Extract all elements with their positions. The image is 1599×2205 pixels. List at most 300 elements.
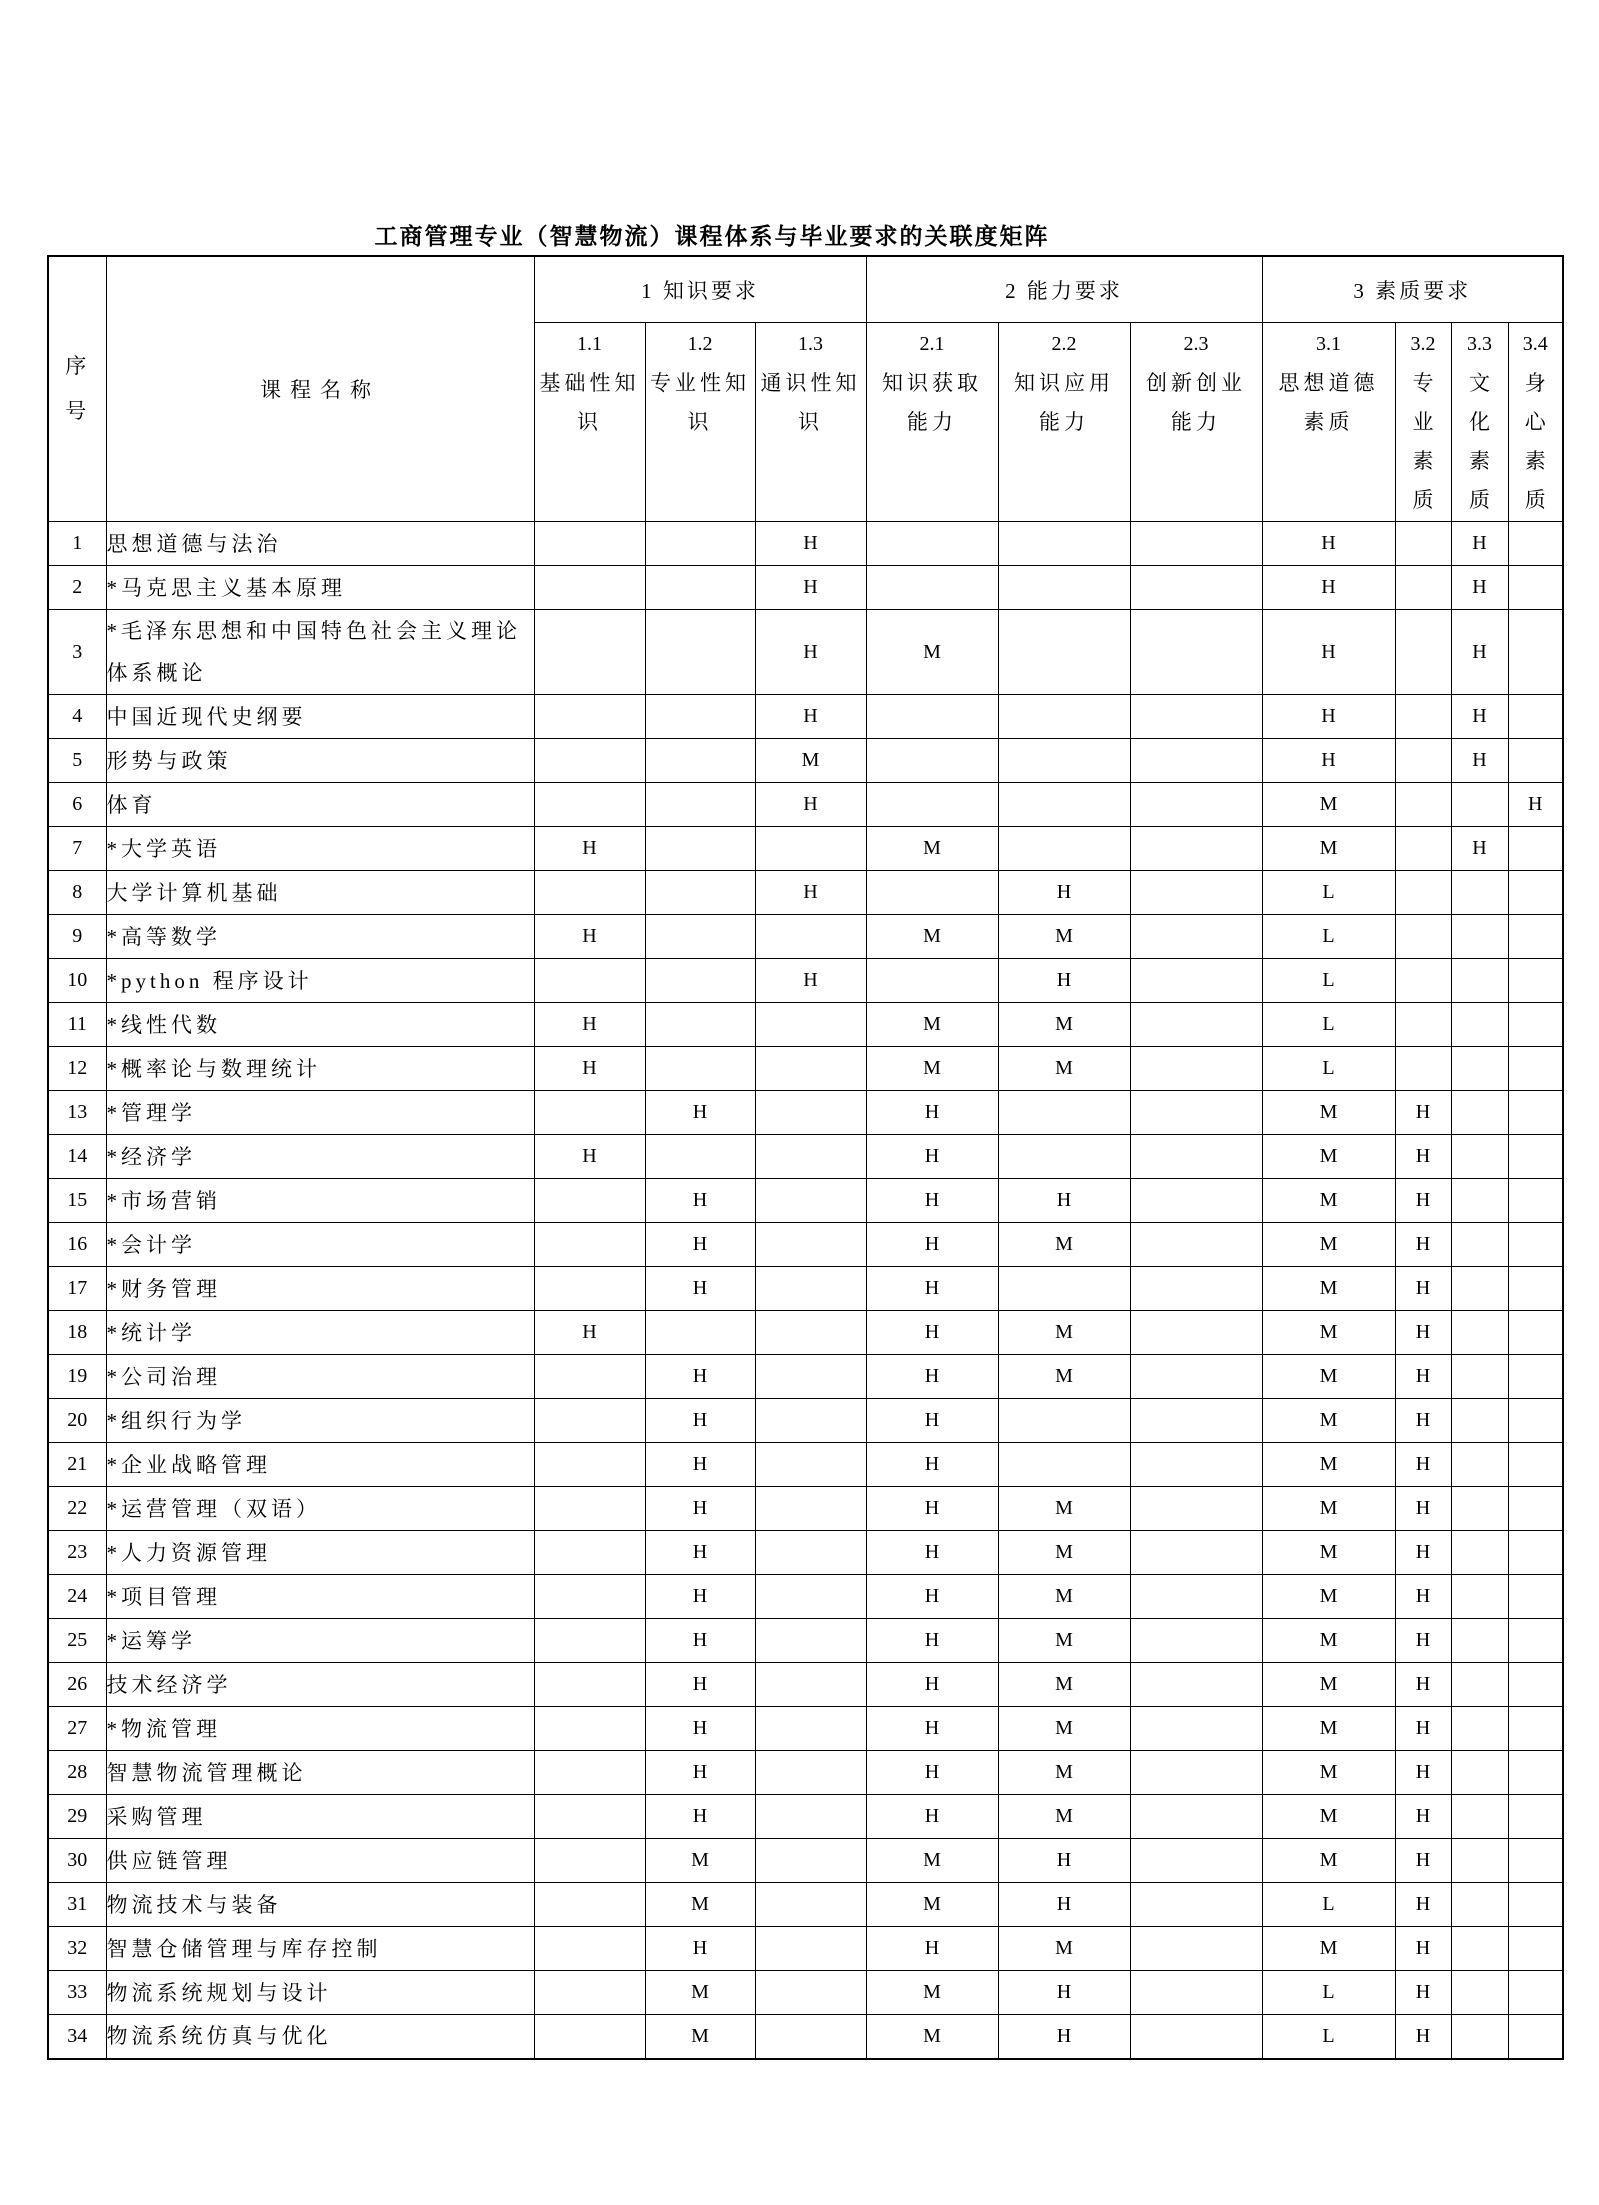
matrix-cell: M xyxy=(866,1971,998,2015)
matrix-cell xyxy=(1130,1883,1262,1927)
matrix-cell xyxy=(1130,1179,1262,1223)
course-name: *毛泽东思想和中国特色社会主义理论体系概论 xyxy=(106,610,534,695)
matrix-cell: H xyxy=(1395,1839,1451,1883)
course-name: 形势与政策 xyxy=(106,739,534,783)
matrix-cell xyxy=(755,1135,866,1179)
matrix-cell xyxy=(998,566,1130,610)
matrix-cell: M xyxy=(1262,827,1395,871)
row-number: 9 xyxy=(48,915,106,959)
matrix-cell: L xyxy=(1262,871,1395,915)
row-number: 6 xyxy=(48,783,106,827)
matrix-cell: M xyxy=(866,827,998,871)
matrix-cell xyxy=(1130,1575,1262,1619)
matrix-cell: H xyxy=(866,1267,998,1311)
matrix-cell: L xyxy=(1262,2015,1395,2059)
matrix-cell xyxy=(534,959,645,1003)
matrix-cell: H xyxy=(645,1179,755,1223)
matrix-cell: H xyxy=(1262,610,1395,695)
course-name: *运营管理（双语） xyxy=(106,1487,534,1531)
row-number: 5 xyxy=(48,739,106,783)
matrix-cell: M xyxy=(645,1883,755,1927)
col-header-1-1: 1.1 基础性知识 xyxy=(534,323,645,522)
matrix-cell xyxy=(1451,783,1508,827)
matrix-cell: H xyxy=(998,871,1130,915)
matrix-cell xyxy=(534,695,645,739)
matrix-cell xyxy=(1130,610,1262,695)
matrix-cell: M xyxy=(1262,1575,1395,1619)
course-name: *项目管理 xyxy=(106,1575,534,1619)
matrix-cell: L xyxy=(1262,915,1395,959)
matrix-cell: H xyxy=(866,1091,998,1135)
matrix-cell: M xyxy=(1262,1839,1395,1883)
matrix-cell xyxy=(1451,1707,1508,1751)
matrix-cell xyxy=(1130,1223,1262,1267)
matrix-cell xyxy=(1130,1531,1262,1575)
table-row xyxy=(48,1575,1563,1619)
matrix-cell: H xyxy=(866,1707,998,1751)
matrix-cell: M xyxy=(866,915,998,959)
row-number: 19 xyxy=(48,1355,106,1399)
matrix-cell xyxy=(1130,739,1262,783)
matrix-cell xyxy=(755,1487,866,1531)
matrix-cell: H xyxy=(645,1487,755,1531)
row-number: 8 xyxy=(48,871,106,915)
matrix-cell xyxy=(1451,1135,1508,1179)
table-row xyxy=(48,783,1563,827)
matrix-cell: H xyxy=(1262,739,1395,783)
table-row xyxy=(48,1135,1563,1179)
matrix-cell xyxy=(1130,1091,1262,1135)
matrix-cell xyxy=(1451,1443,1508,1487)
matrix-cell xyxy=(1395,1003,1451,1047)
matrix-cell xyxy=(755,1883,866,1927)
matrix-cell xyxy=(755,1003,866,1047)
matrix-cell: H xyxy=(866,1575,998,1619)
matrix-cell: H xyxy=(755,610,866,695)
matrix-cell xyxy=(645,695,755,739)
matrix-cell: H xyxy=(998,1883,1130,1927)
matrix-cell: M xyxy=(998,1927,1130,1971)
matrix-cell xyxy=(1130,1047,1262,1091)
matrix-cell xyxy=(1451,1839,1508,1883)
matrix-cell: M xyxy=(645,1839,755,1883)
matrix-cell: M xyxy=(866,1047,998,1091)
matrix-cell xyxy=(534,1355,645,1399)
matrix-cell: M xyxy=(998,1795,1130,1839)
table-row xyxy=(48,1047,1563,1091)
matrix-cell: H xyxy=(998,1839,1130,1883)
course-name: *组织行为学 xyxy=(106,1399,534,1443)
row-number: 26 xyxy=(48,1663,106,1707)
matrix-cell xyxy=(1508,522,1563,566)
matrix-cell: H xyxy=(1451,827,1508,871)
matrix-cell: H xyxy=(645,1663,755,1707)
course-name: *线性代数 xyxy=(106,1003,534,1047)
matrix-cell: H xyxy=(998,1179,1130,1223)
matrix-cell: M xyxy=(1262,1179,1395,1223)
matrix-cell xyxy=(998,1267,1130,1311)
matrix-cell xyxy=(1451,871,1508,915)
matrix-cell xyxy=(1130,1267,1262,1311)
matrix-cell: M xyxy=(1262,1311,1395,1355)
matrix-cell xyxy=(1508,1707,1563,1751)
row-number: 34 xyxy=(48,2015,106,2059)
matrix-cell xyxy=(645,739,755,783)
matrix-cell xyxy=(1451,1619,1508,1663)
course-name: *马克思主义基本原理 xyxy=(106,566,534,610)
col-header-2-3: 2.3 创新创业能力 xyxy=(1130,323,1262,522)
matrix-cell: H xyxy=(1395,1971,1451,2015)
matrix-cell xyxy=(1130,1663,1262,1707)
matrix-cell xyxy=(1508,1883,1563,1927)
row-number: 3 xyxy=(48,610,106,695)
table-row xyxy=(48,1707,1563,1751)
matrix-cell xyxy=(534,1091,645,1135)
matrix-cell: M xyxy=(998,1003,1130,1047)
row-number: 31 xyxy=(48,1883,106,1927)
matrix-cell xyxy=(755,1355,866,1399)
matrix-cell xyxy=(1395,783,1451,827)
table-row xyxy=(48,1927,1563,1971)
matrix-cell: M xyxy=(998,1311,1130,1355)
matrix-cell xyxy=(1451,1267,1508,1311)
matrix-cell xyxy=(866,695,998,739)
matrix-cell: M xyxy=(866,1883,998,1927)
course-name: *物流管理 xyxy=(106,1707,534,1751)
matrix-cell: M xyxy=(645,2015,755,2059)
matrix-cell xyxy=(1508,1003,1563,1047)
matrix-cell: H xyxy=(645,1619,755,1663)
matrix-cell: M xyxy=(998,1619,1130,1663)
row-number: 17 xyxy=(48,1267,106,1311)
table-row xyxy=(48,1839,1563,1883)
matrix-cell xyxy=(755,1179,866,1223)
matrix-cell: H xyxy=(534,827,645,871)
table-row xyxy=(48,1311,1563,1355)
matrix-cell xyxy=(1508,915,1563,959)
matrix-cell xyxy=(866,959,998,1003)
matrix-cell: M xyxy=(1262,1795,1395,1839)
course-name: *概率论与数理统计 xyxy=(106,1047,534,1091)
matrix-cell: H xyxy=(866,1663,998,1707)
matrix-cell: M xyxy=(998,1355,1130,1399)
matrix-cell xyxy=(1508,1839,1563,1883)
matrix-cell: M xyxy=(866,610,998,695)
row-number: 27 xyxy=(48,1707,106,1751)
matrix-cell xyxy=(1395,871,1451,915)
matrix-cell xyxy=(1130,695,1262,739)
col-header-3-4: 3.4 身心素质 xyxy=(1508,323,1563,522)
course-name: 采购管理 xyxy=(106,1795,534,1839)
matrix-cell xyxy=(755,915,866,959)
table-row xyxy=(48,566,1563,610)
matrix-cell: M xyxy=(998,1223,1130,1267)
matrix-cell xyxy=(534,522,645,566)
table-header xyxy=(48,256,1563,522)
matrix-cell xyxy=(534,1531,645,1575)
matrix-cell: H xyxy=(1395,1443,1451,1487)
matrix-cell: M xyxy=(1262,1927,1395,1971)
matrix-cell xyxy=(1130,871,1262,915)
table-row xyxy=(48,739,1563,783)
course-name: 体育 xyxy=(106,783,534,827)
matrix-cell xyxy=(1451,915,1508,959)
matrix-cell xyxy=(998,1091,1130,1135)
matrix-cell xyxy=(1508,1751,1563,1795)
matrix-cell xyxy=(866,783,998,827)
matrix-cell xyxy=(1508,1047,1563,1091)
table-row xyxy=(48,1443,1563,1487)
matrix-cell: H xyxy=(1451,739,1508,783)
col-header-3-2: 3.2 专业素质 xyxy=(1395,323,1451,522)
course-name: 智慧物流管理概论 xyxy=(106,1751,534,1795)
table-row xyxy=(48,522,1563,566)
matrix-cell xyxy=(755,1443,866,1487)
matrix-cell: H xyxy=(866,1311,998,1355)
matrix-cell: H xyxy=(866,1531,998,1575)
matrix-cell xyxy=(534,1575,645,1619)
matrix-cell xyxy=(1451,1047,1508,1091)
table-row xyxy=(48,1223,1563,1267)
matrix-cell xyxy=(534,739,645,783)
matrix-cell: M xyxy=(645,1971,755,2015)
matrix-cell xyxy=(755,1047,866,1091)
matrix-cell: H xyxy=(645,1223,755,1267)
matrix-cell xyxy=(998,1443,1130,1487)
matrix-cell xyxy=(1130,1443,1262,1487)
header-course-name: 课程名称 xyxy=(106,256,534,522)
matrix-cell xyxy=(1451,1883,1508,1927)
table-row xyxy=(48,1179,1563,1223)
matrix-cell xyxy=(645,827,755,871)
matrix-cell xyxy=(1130,1839,1262,1883)
matrix-cell xyxy=(1451,1487,1508,1531)
matrix-cell xyxy=(1508,1355,1563,1399)
matrix-cell: H xyxy=(1395,1311,1451,1355)
matrix-cell: H xyxy=(755,783,866,827)
matrix-cell xyxy=(1395,915,1451,959)
matrix-cell: H xyxy=(866,1179,998,1223)
matrix-cell xyxy=(1508,1267,1563,1311)
matrix-cell: H xyxy=(1395,1751,1451,1795)
matrix-cell: H xyxy=(755,695,866,739)
col-header-1-2: 1.2 专业性知识 xyxy=(645,323,755,522)
table-row xyxy=(48,1267,1563,1311)
table-row xyxy=(48,610,1563,695)
matrix-cell: M xyxy=(1262,1267,1395,1311)
course-name: *市场营销 xyxy=(106,1179,534,1223)
course-name: 物流系统规划与设计 xyxy=(106,1971,534,2015)
course-name: *python 程序设计 xyxy=(106,959,534,1003)
matrix-cell xyxy=(1130,1795,1262,1839)
table-row xyxy=(48,1091,1563,1135)
matrix-cell: H xyxy=(755,871,866,915)
matrix-cell xyxy=(755,1091,866,1135)
matrix-cell xyxy=(534,1751,645,1795)
matrix-cell xyxy=(1451,1399,1508,1443)
matrix-cell xyxy=(1130,566,1262,610)
matrix-cell xyxy=(1451,1179,1508,1223)
course-name: *大学英语 xyxy=(106,827,534,871)
matrix-cell xyxy=(866,566,998,610)
row-number: 15 xyxy=(48,1179,106,1223)
row-number: 18 xyxy=(48,1311,106,1355)
matrix-cell xyxy=(1130,2015,1262,2059)
matrix-cell xyxy=(755,1311,866,1355)
table-row xyxy=(48,871,1563,915)
matrix-cell: L xyxy=(1262,1047,1395,1091)
matrix-cell xyxy=(998,783,1130,827)
matrix-cell xyxy=(534,1663,645,1707)
matrix-cell: H xyxy=(1395,1619,1451,1663)
course-name: *运筹学 xyxy=(106,1619,534,1663)
row-number: 10 xyxy=(48,959,106,1003)
matrix-cell: H xyxy=(1395,1267,1451,1311)
row-number: 28 xyxy=(48,1751,106,1795)
course-name: *经济学 xyxy=(106,1135,534,1179)
matrix-cell: H xyxy=(645,1795,755,1839)
course-name: *高等数学 xyxy=(106,915,534,959)
table-row xyxy=(48,959,1563,1003)
matrix-cell xyxy=(534,1707,645,1751)
matrix-cell xyxy=(755,1399,866,1443)
group-header-knowledge: 1 知识要求 xyxy=(534,256,866,323)
course-name: 供应链管理 xyxy=(106,1839,534,1883)
table-row xyxy=(48,1883,1563,1927)
matrix-cell xyxy=(1508,1311,1563,1355)
matrix-cell: M xyxy=(1262,1091,1395,1135)
matrix-cell: H xyxy=(1395,1355,1451,1399)
matrix-cell: M xyxy=(1262,1751,1395,1795)
matrix-cell: L xyxy=(1262,1883,1395,1927)
row-number: 24 xyxy=(48,1575,106,1619)
row-number: 14 xyxy=(48,1135,106,1179)
matrix-cell xyxy=(998,827,1130,871)
matrix-cell xyxy=(1451,1355,1508,1399)
matrix-cell: H xyxy=(1262,566,1395,610)
matrix-cell: H xyxy=(1451,610,1508,695)
matrix-cell: M xyxy=(998,1751,1130,1795)
table-row xyxy=(48,2015,1563,2059)
matrix-cell xyxy=(1451,1091,1508,1135)
row-number: 2 xyxy=(48,566,106,610)
matrix-cell: H xyxy=(534,1135,645,1179)
matrix-cell xyxy=(534,1399,645,1443)
matrix-cell xyxy=(1508,1399,1563,1443)
matrix-cell xyxy=(1508,739,1563,783)
matrix-cell xyxy=(1130,783,1262,827)
matrix-cell xyxy=(1451,1927,1508,1971)
matrix-cell: H xyxy=(1395,1487,1451,1531)
matrix-cell xyxy=(1395,739,1451,783)
matrix-cell xyxy=(1395,1047,1451,1091)
matrix-cell: H xyxy=(1451,522,1508,566)
matrix-cell: H xyxy=(1395,1223,1451,1267)
course-name: 大学计算机基础 xyxy=(106,871,534,915)
course-name: 物流系统仿真与优化 xyxy=(106,2015,534,2059)
row-number: 22 xyxy=(48,1487,106,1531)
table-row xyxy=(48,1487,1563,1531)
course-name: 技术经济学 xyxy=(106,1663,534,1707)
matrix-cell: H xyxy=(645,1575,755,1619)
matrix-cell: H xyxy=(645,1707,755,1751)
table-row xyxy=(48,1399,1563,1443)
matrix-cell: H xyxy=(645,1399,755,1443)
course-name: *统计学 xyxy=(106,1311,534,1355)
matrix-cell: M xyxy=(998,1575,1130,1619)
matrix-cell xyxy=(1130,1619,1262,1663)
matrix-cell: M xyxy=(998,1487,1130,1531)
matrix-cell: M xyxy=(755,739,866,783)
matrix-cell: H xyxy=(534,1311,645,1355)
matrix-cell xyxy=(1395,566,1451,610)
matrix-cell xyxy=(1508,1663,1563,1707)
matrix-cell: H xyxy=(534,915,645,959)
matrix-cell xyxy=(1130,1971,1262,2015)
matrix-cell: L xyxy=(1262,959,1395,1003)
matrix-cell: M xyxy=(998,915,1130,959)
matrix-cell xyxy=(998,1135,1130,1179)
matrix-cell xyxy=(755,1663,866,1707)
matrix-cell: M xyxy=(998,1707,1130,1751)
matrix-cell xyxy=(1395,695,1451,739)
row-number: 20 xyxy=(48,1399,106,1443)
col-header-3-3: 3.3 文化素质 xyxy=(1451,323,1508,522)
matrix-cell xyxy=(1130,1707,1262,1751)
table-row xyxy=(48,695,1563,739)
matrix-cell xyxy=(1451,1971,1508,2015)
matrix-cell: M xyxy=(1262,1355,1395,1399)
row-number: 16 xyxy=(48,1223,106,1267)
matrix-cell xyxy=(1508,695,1563,739)
matrix-cell xyxy=(1451,1003,1508,1047)
matrix-cell xyxy=(998,522,1130,566)
matrix-cell: H xyxy=(645,1267,755,1311)
matrix-cell: M xyxy=(866,1839,998,1883)
matrix-cell: H xyxy=(866,1751,998,1795)
matrix-cell: M xyxy=(998,1047,1130,1091)
matrix-cell: H xyxy=(1395,1399,1451,1443)
page-title: 工商管理专业（智慧物流）课程体系与毕业要求的关联度矩阵 xyxy=(374,224,1050,249)
matrix-cell xyxy=(534,1443,645,1487)
table-row xyxy=(48,915,1563,959)
matrix-cell: H xyxy=(755,959,866,1003)
matrix-cell xyxy=(1130,1751,1262,1795)
course-name: 中国近现代史纲要 xyxy=(106,695,534,739)
matrix-cell xyxy=(534,1971,645,2015)
matrix-cell xyxy=(755,1267,866,1311)
matrix-cell: H xyxy=(866,1487,998,1531)
matrix-cell: H xyxy=(866,1355,998,1399)
course-name: 智慧仓储管理与库存控制 xyxy=(106,1927,534,1971)
matrix-cell: H xyxy=(866,1927,998,1971)
matrix-cell: H xyxy=(866,1619,998,1663)
matrix-cell xyxy=(645,959,755,1003)
matrix-cell xyxy=(534,1927,645,1971)
matrix-cell xyxy=(755,1795,866,1839)
course-name: *公司治理 xyxy=(106,1355,534,1399)
matrix-cell xyxy=(645,783,755,827)
matrix-cell xyxy=(645,522,755,566)
matrix-cell xyxy=(866,739,998,783)
matrix-cell xyxy=(1508,1795,1563,1839)
matrix-cell xyxy=(755,1531,866,1575)
row-number: 1 xyxy=(48,522,106,566)
matrix-cell: H xyxy=(1395,1707,1451,1751)
row-number: 12 xyxy=(48,1047,106,1091)
matrix-cell: M xyxy=(1262,1487,1395,1531)
matrix-cell xyxy=(998,610,1130,695)
